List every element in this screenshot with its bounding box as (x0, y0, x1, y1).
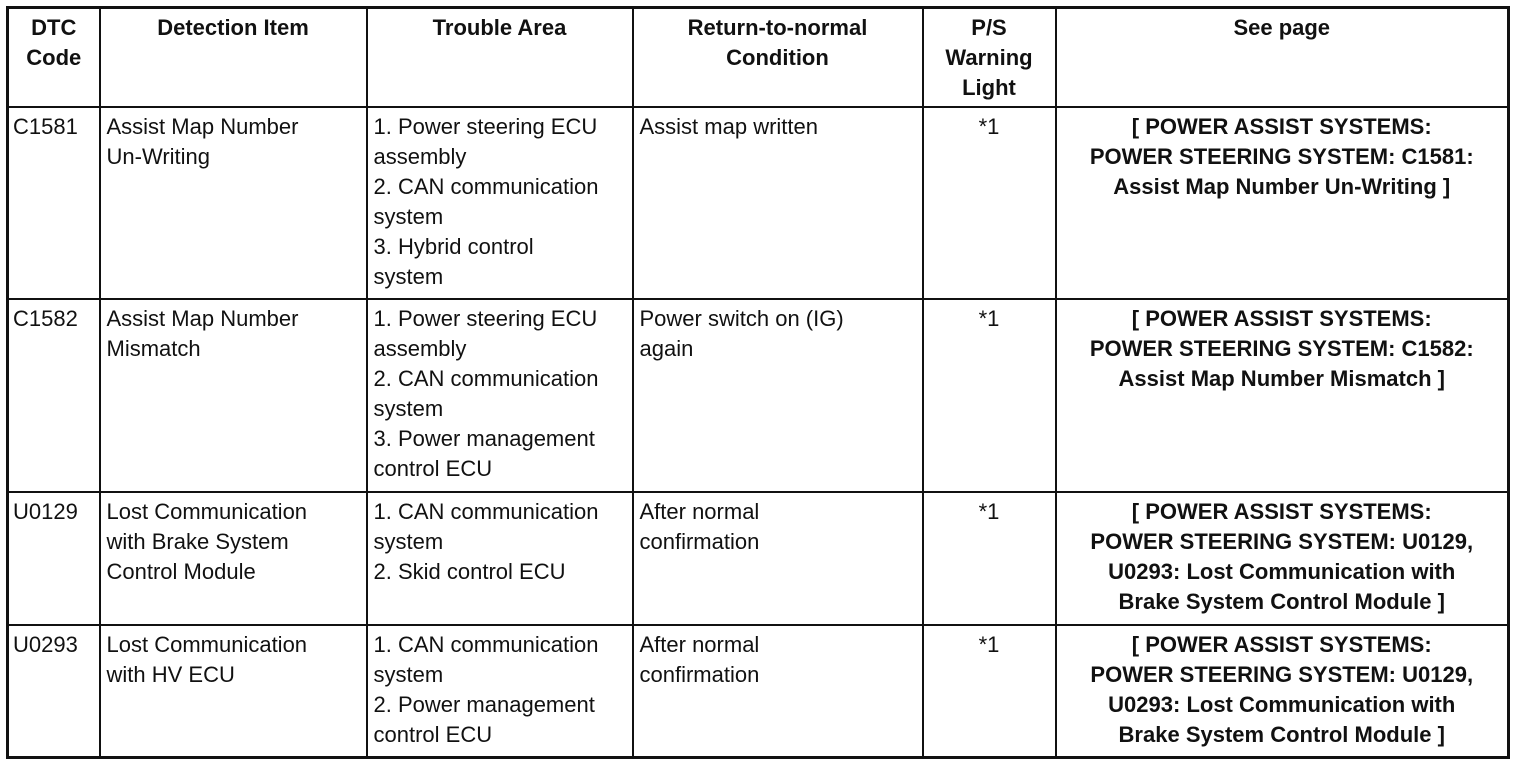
header-dtc-code: DTC Code (8, 8, 100, 107)
header-trouble-area: Trouble Area (367, 8, 633, 107)
see-page-cell: [ POWER ASSIST SYSTEMS: POWER STEERING SYSTEM: U0129, U0293: Lost Communication with Brake System Control Module ] (1056, 492, 1509, 625)
trouble-area-cell: 1. Power steering ECU assembly 2. CAN communication system 3. Hybrid control system (367, 107, 633, 300)
detection-item-cell: Lost Communication with HV ECU (100, 625, 367, 758)
see-page-cell: [ POWER ASSIST SYSTEMS: POWER STEERING SYSTEM: C1581: Assist Map Number Un-Writing ] (1056, 107, 1509, 300)
table-row (8, 299, 1509, 492)
ps-warning-light-cell: *1 (923, 299, 1056, 492)
see-page-cell: [ POWER ASSIST SYSTEMS: POWER STEERING SYSTEM: C1582: Assist Map Number Mismatch ] (1056, 299, 1509, 492)
trouble-area-cell: 1. Power steering ECU assembly 2. CAN communication system 3. Power management control ECU (367, 299, 633, 492)
header-row (8, 8, 1509, 107)
dtc-code-cell: C1581 (8, 107, 100, 300)
dtc-table (6, 6, 1510, 759)
header-return-condition: Return-to-normal Condition (633, 8, 923, 107)
return-condition-cell: After normal confirmation (633, 625, 923, 758)
trouble-area-cell: 1. CAN communication system 2. Skid control ECU (367, 492, 633, 625)
trouble-area-cell: 1. CAN communication system 2. Power management control ECU (367, 625, 633, 758)
detection-item-cell: Assist Map Number Mismatch (100, 299, 367, 492)
detection-item-cell: Assist Map Number Un-Writing (100, 107, 367, 300)
see-page-cell: [ POWER ASSIST SYSTEMS: POWER STEERING SYSTEM: U0129, U0293: Lost Communication with Brake System Control Module ] (1056, 625, 1509, 758)
header-detection-item: Detection Item (100, 8, 367, 107)
ps-warning-light-cell: *1 (923, 107, 1056, 300)
header-ps-warning-light: P/S Warning Light (923, 8, 1056, 107)
table-row (8, 107, 1509, 300)
dtc-code-cell: U0129 (8, 492, 100, 625)
return-condition-cell: Power switch on (IG) again (633, 299, 923, 492)
dtc-code-cell: U0293 (8, 625, 100, 758)
ps-warning-light-cell: *1 (923, 625, 1056, 758)
ps-warning-light-cell: *1 (923, 492, 1056, 625)
table-row (8, 492, 1509, 625)
header-see-page: See page (1056, 8, 1509, 107)
return-condition-cell: Assist map written (633, 107, 923, 300)
return-condition-cell: After normal confirmation (633, 492, 923, 625)
detection-item-cell: Lost Communication with Brake System Control Module (100, 492, 367, 625)
table-row (8, 625, 1509, 758)
dtc-code-cell: C1582 (8, 299, 100, 492)
